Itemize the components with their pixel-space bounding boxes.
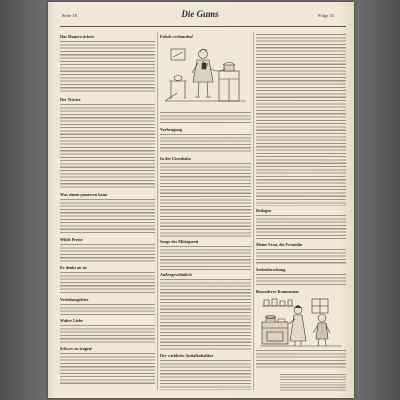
article-heading: Falsch verbunden!: [160, 34, 194, 39]
article-heading: Der wirkliche Antialkoholiker: [160, 353, 214, 358]
article-heading: Verlobungsfeier: [60, 297, 89, 302]
article-heading: Er denkt an sie: [60, 265, 88, 270]
article-heading: Was einem passieren kann: [60, 192, 108, 197]
article-body-text: [160, 134, 251, 154]
illustration-caption-text: [160, 112, 251, 124]
article-body-text: [256, 215, 346, 240]
article-body-text: [60, 244, 155, 264]
article-body-text: [60, 325, 155, 344]
article-heading: Meine Frau, die Freundin: [256, 242, 303, 247]
issue-number: Folge 31: [318, 13, 335, 18]
article-body-text: [160, 163, 251, 237]
article-heading: Der Tröster: [60, 97, 81, 102]
article-body-text: [256, 34, 346, 206]
article-heading: Beilagen: [256, 208, 272, 213]
article-body-text: [160, 360, 251, 390]
article-heading: Vorbeugung: [160, 127, 182, 132]
illustration-caption-text: [256, 350, 346, 370]
article-body-text: [60, 41, 155, 94]
article-body-text: [60, 304, 155, 316]
article-body-text: [60, 272, 155, 295]
article-body-text: [60, 353, 155, 386]
publisher-imprint-text: [280, 374, 346, 392]
article-heading: Seelenforschung: [256, 267, 286, 272]
article-body-text: [160, 246, 251, 270]
article-body-text: [256, 274, 346, 287]
article-heading: Wilde Preise: [60, 237, 83, 242]
article-heading: Außergewöhnlich: [160, 272, 192, 277]
magazine-title: Die Gums: [181, 9, 219, 19]
header-rule: [60, 26, 346, 27]
article-heading: Sorge der Mittagszeit: [160, 239, 199, 244]
article-body-text: [60, 104, 155, 190]
article-body-text: [256, 249, 346, 265]
kitchen-scene-illustration: [258, 296, 344, 348]
article-heading: In der Eisenbahn: [160, 156, 191, 161]
page-number: Seite 18: [62, 13, 77, 18]
article-heading: Schwer zu tragen!: [60, 346, 93, 351]
article-heading: Besonderer Kommentar: [256, 289, 300, 294]
article-heading: Wahre Liebe: [60, 318, 84, 323]
telephone-scene-illustration: [163, 41, 248, 111]
column-divider: [157, 32, 158, 390]
article-heading: Das Mauerwächter: [60, 34, 95, 39]
column-divider: [253, 32, 254, 390]
article-body-text: [160, 279, 251, 351]
article-body-text: [60, 199, 155, 235]
